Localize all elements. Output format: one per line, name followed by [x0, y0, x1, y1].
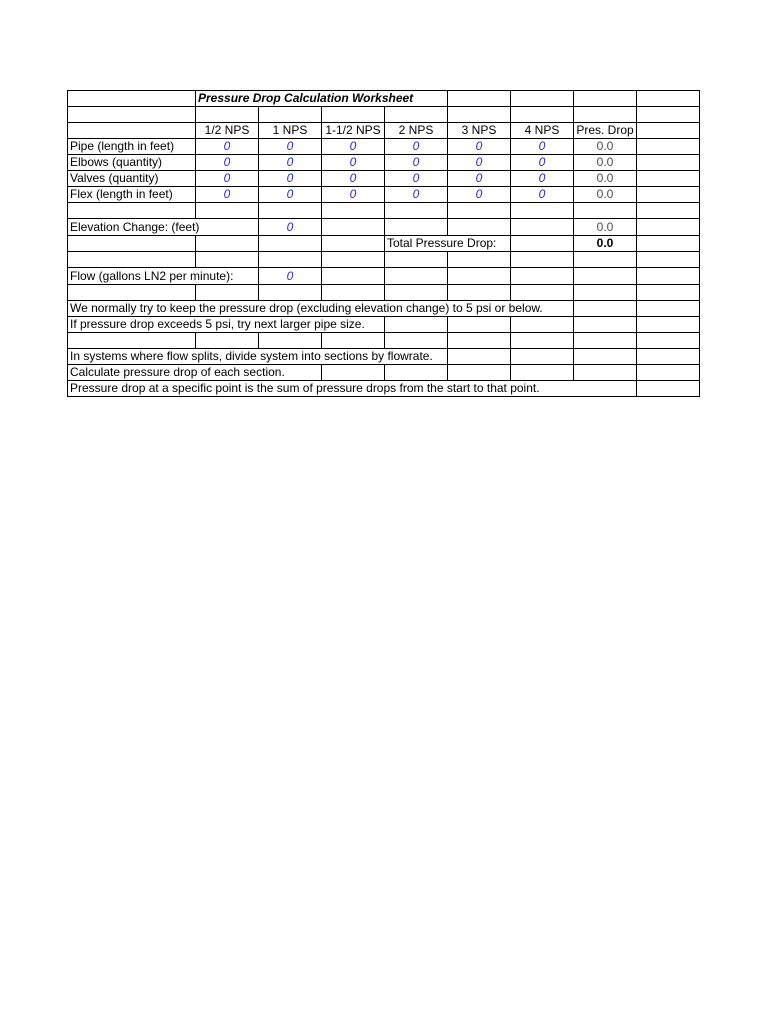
pressure-drop-cell[interactable]: 0.0	[574, 155, 637, 171]
cell[interactable]	[385, 203, 448, 219]
cell[interactable]	[637, 203, 700, 219]
cell[interactable]	[322, 236, 385, 252]
column-header-pres-drop[interactable]: Pres. Drop	[574, 123, 637, 139]
note-text: We normally try to keep the pressure drop (excluding elevation change) to 5 psi or below.	[70, 301, 543, 315]
elevation-pressure-drop[interactable]: 0.0	[574, 219, 637, 236]
input-cell[interactable]: 0	[196, 139, 259, 155]
cell[interactable]	[259, 285, 322, 301]
input-cell[interactable]: 0	[196, 187, 259, 203]
cell[interactable]	[574, 381, 637, 397]
cell[interactable]	[448, 349, 511, 365]
worksheet-grid	[67, 90, 700, 397]
column-header[interactable]: 1/2 NPS	[196, 123, 259, 139]
cell[interactable]	[574, 203, 637, 219]
cell[interactable]	[196, 252, 259, 268]
cell[interactable]	[68, 252, 196, 268]
input-cell[interactable]: 0	[385, 155, 448, 171]
total-label[interactable]: Total Pressure Drop:	[385, 236, 448, 252]
cell[interactable]	[322, 285, 385, 301]
pressure-drop-cell[interactable]: 0.0	[574, 187, 637, 203]
cell[interactable]	[637, 252, 700, 268]
worksheet	[67, 90, 700, 397]
cell[interactable]	[259, 107, 322, 123]
cell[interactable]	[574, 91, 637, 107]
column-header[interactable]: 4 NPS	[511, 123, 574, 139]
input-cell[interactable]: 0	[259, 171, 322, 187]
cell[interactable]	[68, 236, 196, 252]
flow-label[interactable]: Flow (gallons LN2 per minute):	[68, 268, 196, 285]
cell[interactable]	[637, 381, 700, 397]
cell[interactable]	[196, 333, 259, 349]
cell[interactable]	[511, 219, 574, 236]
flow-input[interactable]: 0	[259, 268, 322, 285]
cell[interactable]	[511, 252, 574, 268]
cell[interactable]	[637, 219, 700, 236]
note-text: If pressure drop exceeds 5 psi, try next larger pipe size.	[70, 317, 365, 331]
cell[interactable]	[448, 333, 511, 349]
input-cell[interactable]: 0	[448, 139, 511, 155]
input-cell[interactable]: 0	[385, 187, 448, 203]
cell[interactable]	[637, 365, 700, 381]
cell[interactable]	[511, 333, 574, 349]
cell[interactable]	[322, 107, 385, 123]
cell[interactable]	[448, 268, 511, 285]
input-cell[interactable]: 0	[448, 171, 511, 187]
cell[interactable]	[574, 349, 637, 365]
cell[interactable]	[637, 236, 700, 252]
worksheet-title: Pressure Drop Calculation Worksheet	[198, 91, 414, 105]
cell[interactable]	[68, 333, 196, 349]
cell[interactable]	[322, 203, 385, 219]
cell[interactable]	[511, 317, 574, 333]
cell[interactable]	[322, 268, 385, 285]
cell[interactable]	[448, 365, 511, 381]
cell[interactable]	[385, 285, 448, 301]
cell[interactable]	[574, 107, 637, 123]
input-cell[interactable]: 0	[511, 187, 574, 203]
input-cell[interactable]: 0	[448, 187, 511, 203]
input-cell[interactable]: 0	[385, 139, 448, 155]
cell[interactable]	[637, 268, 700, 285]
cell[interactable]	[511, 203, 574, 219]
input-cell[interactable]: 0	[511, 171, 574, 187]
row-label[interactable]: Pipe (length in feet)	[68, 139, 196, 155]
row-label[interactable]: Flex (length in feet)	[68, 187, 196, 203]
input-cell[interactable]: 0	[196, 155, 259, 171]
cell[interactable]	[196, 107, 259, 123]
column-header[interactable]: 1-1/2 NPS	[322, 123, 385, 139]
input-cell[interactable]: 0	[322, 155, 385, 171]
cell[interactable]	[385, 365, 448, 381]
cell[interactable]	[637, 349, 700, 365]
cell[interactable]	[637, 317, 700, 333]
cell[interactable]	[259, 333, 322, 349]
cell[interactable]	[322, 365, 385, 381]
cell[interactable]	[637, 91, 700, 107]
input-cell[interactable]: 0	[196, 171, 259, 187]
cell[interactable]	[259, 252, 322, 268]
elevation-input[interactable]: 0	[259, 219, 322, 236]
cell[interactable]	[68, 203, 196, 219]
input-cell[interactable]: 0	[259, 155, 322, 171]
cell[interactable]	[511, 91, 574, 107]
pressure-drop-cell[interactable]: 0.0	[574, 139, 637, 155]
cell[interactable]	[385, 317, 448, 333]
cell[interactable]	[448, 285, 511, 301]
cell[interactable]	[448, 91, 511, 107]
cell[interactable]	[511, 107, 574, 123]
input-cell[interactable]: 0	[448, 155, 511, 171]
cell[interactable]	[637, 107, 700, 123]
cell[interactable]	[574, 333, 637, 349]
cell[interactable]	[68, 107, 196, 123]
cell[interactable]	[574, 252, 637, 268]
row-label[interactable]: Elbows (quantity)	[68, 155, 196, 171]
note-cell[interactable]	[68, 317, 365, 333]
row-label[interactable]: Valves (quantity)	[68, 171, 196, 187]
cell[interactable]	[385, 268, 448, 285]
cell[interactable]	[637, 333, 700, 349]
cell[interactable]	[322, 252, 385, 268]
total-pressure-drop[interactable]: 0.0	[574, 236, 637, 252]
cell[interactable]	[574, 285, 637, 301]
cell[interactable]	[637, 301, 700, 317]
pressure-drop-cell[interactable]: 0.0	[574, 171, 637, 187]
cell[interactable]	[259, 203, 322, 219]
cell[interactable]	[574, 268, 637, 285]
note-cell[interactable]	[68, 365, 285, 381]
cell[interactable]	[385, 219, 448, 236]
cell[interactable]	[68, 285, 196, 301]
cell[interactable]	[448, 107, 511, 123]
cell[interactable]	[637, 139, 700, 155]
column-header[interactable]: 2 NPS	[385, 123, 448, 139]
cell[interactable]	[196, 285, 259, 301]
note-cell[interactable]	[68, 301, 543, 317]
cell[interactable]	[196, 219, 259, 236]
cell[interactable]	[385, 252, 448, 268]
cell[interactable]	[511, 285, 574, 301]
input-cell[interactable]: 0	[511, 139, 574, 155]
column-header[interactable]: 3 NPS	[448, 123, 511, 139]
cell[interactable]	[448, 252, 511, 268]
note-cell[interactable]	[68, 349, 433, 365]
cell[interactable]	[574, 301, 637, 317]
cell[interactable]	[511, 236, 574, 252]
cell[interactable]	[637, 171, 700, 187]
cell[interactable]	[322, 333, 385, 349]
cell[interactable]	[637, 123, 700, 139]
note-cell[interactable]	[68, 381, 540, 397]
cell[interactable]	[511, 268, 574, 285]
input-cell[interactable]: 0	[511, 155, 574, 171]
cell[interactable]	[637, 155, 700, 171]
input-cell[interactable]: 0	[259, 187, 322, 203]
cell[interactable]	[68, 123, 196, 139]
cell[interactable]	[574, 317, 637, 333]
cell[interactable]	[196, 203, 259, 219]
elevation-label[interactable]: Elevation Change: (feet)	[68, 219, 196, 236]
cell[interactable]	[196, 236, 259, 252]
note-text: Calculate pressure drop of each section.	[70, 365, 285, 379]
input-cell[interactable]: 0	[385, 171, 448, 187]
input-cell[interactable]: 0	[322, 171, 385, 187]
input-cell[interactable]: 0	[322, 139, 385, 155]
input-cell[interactable]: 0	[322, 187, 385, 203]
note-text: In systems where flow splits, divide system into sections by flowrate.	[70, 349, 433, 363]
note-text: Pressure drop at a specific point is the sum of pressure drops from the start to that point.	[70, 381, 540, 395]
cell[interactable]	[322, 219, 385, 236]
cell[interactable]	[637, 285, 700, 301]
cell[interactable]	[511, 365, 574, 381]
cell[interactable]	[637, 187, 700, 203]
cell[interactable]	[511, 349, 574, 365]
cell[interactable]	[574, 365, 637, 381]
cell[interactable]	[448, 203, 511, 219]
cell[interactable]	[448, 219, 511, 236]
cell[interactable]	[385, 107, 448, 123]
input-cell[interactable]: 0	[259, 139, 322, 155]
cell[interactable]	[68, 91, 196, 107]
column-header[interactable]: 1 NPS	[259, 123, 322, 139]
cell[interactable]	[385, 333, 448, 349]
cell[interactable]	[448, 317, 511, 333]
cell[interactable]	[259, 236, 322, 252]
worksheet-title-cell[interactable]	[196, 91, 414, 107]
